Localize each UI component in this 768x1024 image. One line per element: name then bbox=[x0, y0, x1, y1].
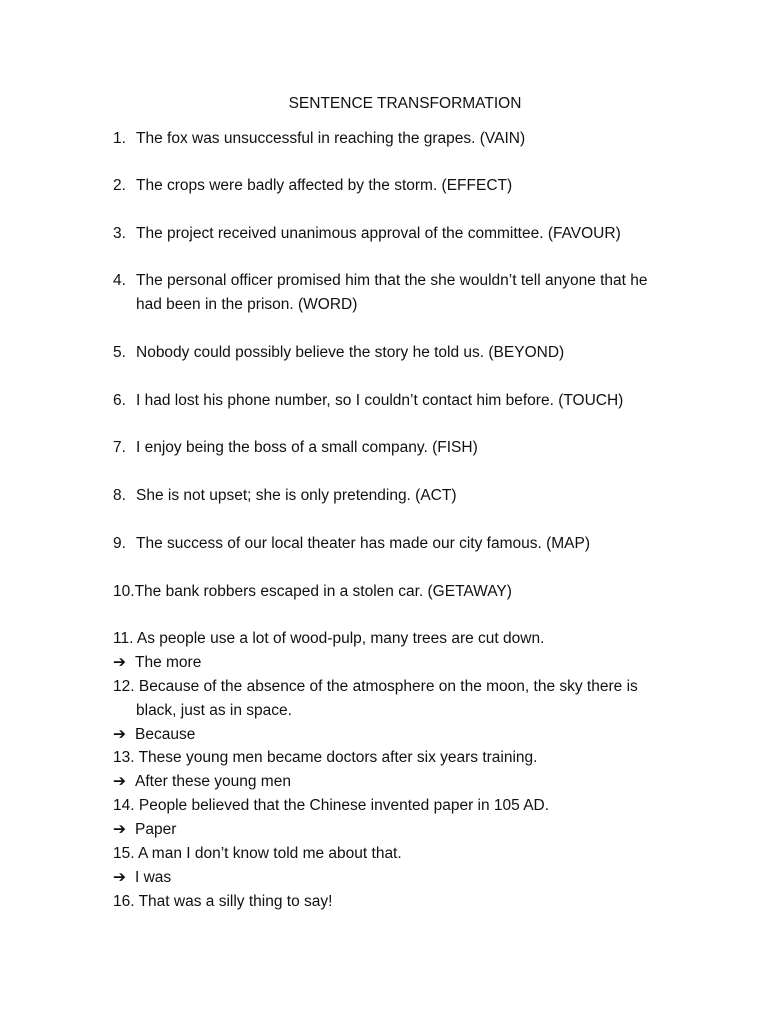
right-arrow-icon: ➔ bbox=[113, 654, 126, 671]
item-number: 5. bbox=[113, 344, 126, 361]
page-title: SENTENCE TRANSFORMATION bbox=[288, 95, 522, 112]
item-number: 4. bbox=[113, 272, 126, 289]
item-text: A man I don’t know told me about that. bbox=[138, 845, 402, 862]
answer-start-text: The more bbox=[135, 654, 202, 671]
answer-start-text: After these young men bbox=[135, 773, 291, 790]
item-text: Nobody could possibly believe the story he told us. (BEYOND) bbox=[136, 344, 565, 361]
list-item bbox=[113, 127, 693, 151]
right-arrow-icon: ➔ bbox=[113, 869, 126, 886]
item-text: As people use a lot of wood-pulp, many trees are cut down. bbox=[136, 630, 545, 647]
item-text: That was a silly thing to say! bbox=[138, 893, 333, 910]
item-number: 15. bbox=[113, 845, 135, 862]
list-item bbox=[113, 484, 693, 508]
list-item bbox=[113, 746, 693, 770]
item-text-continuation: had been in the prison. (WORD) bbox=[136, 296, 358, 313]
list-item bbox=[113, 389, 713, 413]
answer-start-text: I was bbox=[135, 869, 172, 886]
item-number: 14. bbox=[113, 797, 135, 814]
item-number: 12. bbox=[113, 678, 135, 695]
list-item bbox=[113, 627, 693, 651]
list-item bbox=[113, 675, 713, 723]
item-text: The bank robbers escaped in a stolen car. (GETAWAY) bbox=[134, 583, 512, 600]
item-number: 10. bbox=[113, 583, 135, 600]
item-number: 2. bbox=[113, 177, 126, 194]
list-item bbox=[113, 436, 693, 460]
item-text: People believed that the Chinese invented paper in 105 AD. bbox=[138, 797, 550, 814]
list-item bbox=[113, 842, 693, 866]
item-number: 9. bbox=[113, 535, 126, 552]
item-number: 7. bbox=[113, 439, 126, 456]
item-text: The fox was unsuccessful in reaching the grapes. (VAIN) bbox=[136, 130, 526, 147]
list-item bbox=[113, 532, 693, 556]
item-text: Because of the absence of the atmosphere on the moon, the sky there is bbox=[138, 678, 638, 695]
list-item bbox=[113, 794, 693, 818]
answer-prompt bbox=[113, 866, 171, 890]
item-text: The personal officer promised him that the she wouldn’t tell anyone that he bbox=[136, 272, 648, 289]
list-item bbox=[113, 174, 693, 198]
item-text: The project received unanimous approval of the committee. (FAVOUR) bbox=[136, 225, 621, 242]
item-text: The crops were badly affected by the storm. (EFFECT) bbox=[136, 177, 513, 194]
item-number: 6. bbox=[113, 392, 126, 409]
list-item bbox=[113, 341, 693, 365]
answer-start-text: Paper bbox=[135, 821, 177, 838]
list-item bbox=[113, 890, 693, 914]
right-arrow-icon: ➔ bbox=[113, 726, 126, 743]
item-number: 16. bbox=[113, 893, 135, 910]
answer-prompt bbox=[113, 818, 176, 842]
item-number: 3. bbox=[113, 225, 126, 242]
answer-prompt bbox=[113, 651, 201, 675]
list-item bbox=[113, 222, 693, 246]
item-text: These young men became doctors after six years training. bbox=[138, 749, 538, 766]
answer-prompt bbox=[113, 770, 291, 794]
right-arrow-icon: ➔ bbox=[113, 773, 126, 790]
answer-start-text: Because bbox=[135, 726, 196, 743]
item-text: I had lost his phone number, so I couldn’t contact him before. (TOUCH) bbox=[136, 392, 624, 409]
right-arrow-icon: ➔ bbox=[113, 821, 126, 838]
answer-prompt bbox=[113, 723, 195, 747]
item-text: She is not upset; she is only pretending. (ACT) bbox=[136, 487, 457, 504]
list-item bbox=[113, 580, 693, 604]
item-number: 1. bbox=[113, 130, 126, 147]
item-number: 11. bbox=[113, 630, 134, 647]
item-text-continuation: black, just as in space. bbox=[136, 702, 292, 719]
item-text: The success of our local theater has made our city famous. (MAP) bbox=[136, 535, 590, 552]
list-item bbox=[113, 269, 713, 317]
item-number: 8. bbox=[113, 487, 126, 504]
item-number: 13. bbox=[113, 749, 135, 766]
item-text: I enjoy being the boss of a small company. (FISH) bbox=[136, 439, 478, 456]
